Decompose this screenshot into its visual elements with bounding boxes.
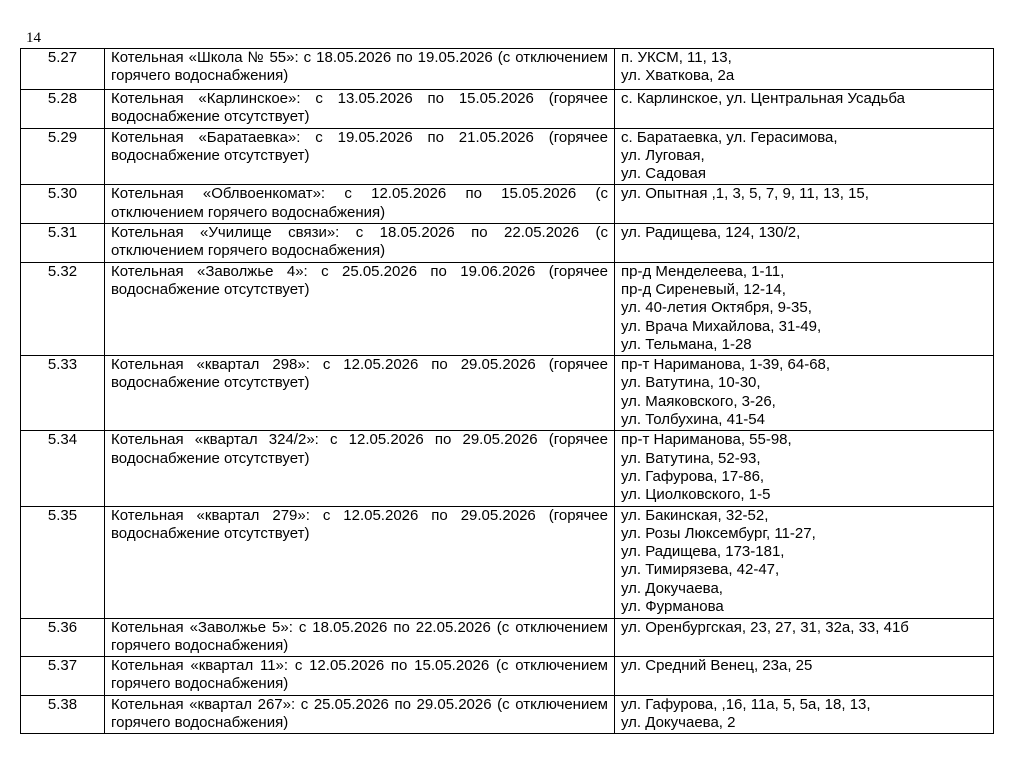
address-line: с. Баратаевка, ул. Герасимова, xyxy=(621,128,838,146)
table-row xyxy=(21,262,994,355)
table-row xyxy=(21,506,994,618)
address-list xyxy=(615,695,994,734)
address-line: ул. Докучаева, xyxy=(621,579,723,597)
address-line: ул. 40-летия Октября, 9-35, xyxy=(621,299,812,317)
table-row xyxy=(21,224,994,263)
address-line: ул. Маяковского, 3-26, xyxy=(621,392,776,410)
address-line: ул. Луговая, xyxy=(621,146,705,164)
address-line: пр-т Нариманова, 55-98, xyxy=(621,431,792,449)
row-number: 5.38 xyxy=(21,695,105,734)
boiler-description: Котельная «квартал 298»: с 12.05.2026 по 29.05.2026 (горячее водоснабжение отсутствует) xyxy=(105,356,615,431)
table-row xyxy=(21,431,994,506)
address-line: пр-т Нариманова, 1-39, 64-68, xyxy=(621,356,831,374)
address-line: ул. Оренбургская, 23, 27, 31, 32а, 33, 41б xyxy=(621,618,909,636)
row-number: 5.31 xyxy=(21,224,105,263)
table-body xyxy=(21,49,994,734)
boiler-description: Котельная «квартал 267»: с 25.05.2026 по 29.05.2026 (с отключением горячего водоснабжения) xyxy=(105,695,615,734)
boiler-description: Котельная «Заволжье 5»: с 18.05.2026 по 22.05.2026 (с отключением горячего водоснабжения) xyxy=(105,618,615,657)
address-list xyxy=(615,657,994,696)
boiler-description: Котельная «Училище связи»: с 18.05.2026 по 22.05.2026 (с отключением горячего водоснабжения) xyxy=(105,224,615,263)
table-row xyxy=(21,90,994,129)
address-line: ул. Ватутина, 52-93, xyxy=(621,449,761,467)
boiler-description: Котельная «Карлинское»: с 13.05.2026 по 15.05.2026 (горячее водоснабжение отсутствует) xyxy=(105,90,615,129)
address-line: пр-д Менделеева, 1-11, xyxy=(621,262,785,280)
address-list xyxy=(615,262,994,355)
address-line: ул. Радищева, 173-181, xyxy=(621,543,785,561)
table-row xyxy=(21,185,994,224)
boiler-description: Котельная «Заволжье 4»: с 25.05.2026 по 19.06.2026 (горячее водоснабжение отсутствует) xyxy=(105,262,615,355)
address-line: ул. Гафурова, ,16, 11а, 5, 5а, 18, 13, xyxy=(621,695,871,713)
address-line: ул. Фурманова xyxy=(621,598,724,616)
address-line: ул. Докучаева, 2 xyxy=(621,714,736,732)
address-line: ул. Циолковского, 1-5 xyxy=(621,486,771,504)
row-number: 5.37 xyxy=(21,657,105,696)
row-number: 5.33 xyxy=(21,356,105,431)
address-line: ул. Садовая xyxy=(621,165,706,183)
address-line: ул. Тельмана, 1-28 xyxy=(621,335,752,353)
address-list xyxy=(615,618,994,657)
row-number: 5.34 xyxy=(21,431,105,506)
address-list xyxy=(615,128,994,185)
row-number: 5.30 xyxy=(21,185,105,224)
row-number: 5.27 xyxy=(21,49,105,90)
address-list xyxy=(615,356,994,431)
address-list xyxy=(615,431,994,506)
boiler-description: Котельная «квартал 324/2»: с 12.05.2026 по 29.05.2026 (горячее водоснабжение отсутствует) xyxy=(105,431,615,506)
row-number: 5.36 xyxy=(21,618,105,657)
table-row xyxy=(21,356,994,431)
table-row xyxy=(21,618,994,657)
table-row xyxy=(21,49,994,90)
boiler-description: Котельная «Баратаевка»: с 19.05.2026 по 21.05.2026 (горячее водоснабжение отсутствует) xyxy=(105,128,615,185)
boiler-description: Котельная «квартал 11»: с 12.05.2026 по 15.05.2026 (с отключением горячего водоснабжения) xyxy=(105,657,615,696)
address-line: ул. Бакинская, 32-52, xyxy=(621,506,769,524)
address-list xyxy=(615,185,994,224)
row-number: 5.32 xyxy=(21,262,105,355)
address-line: п. УКСМ, 11, 13, xyxy=(621,49,732,66)
address-list xyxy=(615,90,994,129)
address-line: пр-д Сиреневый, 12-14, xyxy=(621,280,786,298)
address-line: с. Карлинское, ул. Центральная Усадьба xyxy=(621,90,905,107)
address-line: ул. Средний Венец, 23а, 25 xyxy=(621,657,813,675)
address-line: ул. Врача Михайлова, 31-49, xyxy=(621,317,822,335)
address-line: ул. Радищева, 124, 130/2, xyxy=(621,224,801,242)
table-row xyxy=(21,657,994,696)
boiler-description: Котельная «Облвоенкомат»: с 12.05.2026 по 15.05.2026 (с отключением горячего водоснабжения) xyxy=(105,185,615,224)
address-line: ул. Гафурова, 17-86, xyxy=(621,467,765,485)
table-row xyxy=(21,128,994,185)
boiler-description: Котельная «квартал 279»: с 12.05.2026 по 29.05.2026 (горячее водоснабжение отсутствует) xyxy=(105,506,615,618)
address-list xyxy=(615,224,994,263)
address-line: ул. Хваткова, 2а xyxy=(621,67,735,85)
address-line: ул. Розы Люксембург, 11-27, xyxy=(621,524,816,542)
page-number: 14 xyxy=(26,30,41,46)
heating-shutdown-table xyxy=(20,48,994,734)
address-line: ул. Толбухина, 41-54 xyxy=(621,411,765,429)
row-number: 5.28 xyxy=(21,90,105,129)
address-line: ул. Тимирязева, 42-47, xyxy=(621,561,780,579)
address-line: ул. Ватутина, 10-30, xyxy=(621,374,761,392)
row-number: 5.29 xyxy=(21,128,105,185)
address-list xyxy=(615,506,994,618)
address-line: ул. Опытная ,1, 3, 5, 7, 9, 11, 13, 15, xyxy=(621,185,869,203)
row-number: 5.35 xyxy=(21,506,105,618)
address-list xyxy=(615,49,994,90)
boiler-description: Котельная «Школа № 55»: с 18.05.2026 по 19.05.2026 (с отключением горячего водоснабжения) xyxy=(105,49,615,90)
table-row xyxy=(21,695,994,734)
